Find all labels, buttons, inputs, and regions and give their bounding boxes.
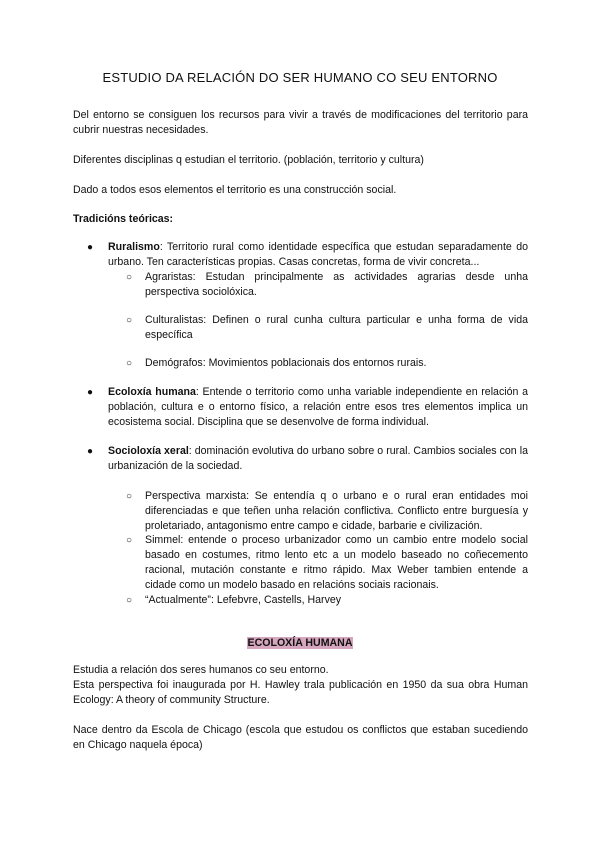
traditions-heading: Tradicións teóricas: xyxy=(73,213,174,225)
bullet-term: Socioloxía xeral xyxy=(108,445,189,457)
circle-bullet-icon: ○ xyxy=(126,595,133,606)
bullet-icon: ● xyxy=(87,242,94,253)
sub-item-text: Perspectiva marxista: Se entendía q o urbano e o rural eran entidades moi diferenciadas e que teñen unha relación conflictiva. Conflicto entre burguesía y proletariado, antagonismo entre campo e cidade, barbarie e civilización. xyxy=(145,490,528,532)
bullet-text xyxy=(108,385,528,430)
section-heading xyxy=(0,633,600,651)
bullet-term: Ruralismo xyxy=(108,241,160,253)
bullet-description: : Territorio rural como identidade específica que estudan separadamente do urbano. Ten características propias. Casas concretas, forma de vivir concreta... xyxy=(108,241,528,268)
document-title: ESTUDIO DA RELACIÓN DO SER HUMANO CO SEU ENTORNO xyxy=(102,70,498,85)
bullet-icon: ● xyxy=(87,446,94,457)
bullet-text xyxy=(108,444,528,474)
sub-item-text: “Actualmente”: Lefebvre, Castells, Harvey xyxy=(145,594,342,606)
intro-paragraph-2: Diferentes disciplinas q estudian el territorio. (población, territorio y cultura) xyxy=(73,154,424,166)
circle-bullet-icon: ○ xyxy=(126,491,133,502)
intro-paragraph-1: Del entorno se consiguen los recursos para vivir a través de modificaciones del territorio para cubrir nuestras necesidades. xyxy=(73,109,528,136)
intro-paragraph-3: Dado a todos esos elementos el territorio es una construcción social. xyxy=(73,184,397,196)
sub-item-text: Simmel: entende o proceso urbanizador como un cambio entre modelo social basado en costumes, ritmo lento etc a un modelo baseado no coñecemento racional, mutación constante e ritmo rápido. Max Weber tambien entende a cidade como un modelo basado en relacións sociais racionais. xyxy=(145,534,528,591)
circle-bullet-icon: ○ xyxy=(126,358,133,369)
sub-item-text: Demógrafos: Movimientos poblacionais dos entornos rurais. xyxy=(145,357,427,369)
sub-item-text: Agraristas: Estudan principalmente as actividades agrarias desde unha perspectiva sociolóxica. xyxy=(145,271,528,298)
bullet-term: Ecoloxía humana xyxy=(108,386,196,398)
bullet-description: : Entende o territorio como unha variable independiente en relación a población, cultura e o entorno físico, a relación entre esos tres elementos implica un ecosistema social. Disciplina que se desenvolve de forma individual. xyxy=(108,386,528,428)
bullet-text xyxy=(108,240,528,270)
section-heading-highlight: ECOLOXÍA HUMANA xyxy=(247,637,353,649)
section-line-1: Estudia a relación dos seres humanos co seu entorno. xyxy=(73,664,329,676)
section-line-2: Esta perspectiva foi inaugurada por H. Hawley trala publicación en 1950 da sua obra Human Ecology: A theory of community Structure. xyxy=(73,679,528,706)
sub-item-text: Culturalistas: Definen o rural cunha cultura particular e unha forma de vida específica xyxy=(145,314,528,341)
section-paragraph-2: Nace dentro da Escola de Chicago (escola que estudou os conflictos que estaban sucediendo en Chicago naquela época) xyxy=(73,724,528,751)
bullet-icon: ● xyxy=(87,387,94,398)
circle-bullet-icon: ○ xyxy=(126,315,133,326)
bullet-description: : dominación evolutiva do urbano sobre o rural. Cambios sociales con la urbanización de la sociedad. xyxy=(108,445,528,472)
circle-bullet-icon: ○ xyxy=(126,535,133,546)
circle-bullet-icon: ○ xyxy=(126,272,133,283)
